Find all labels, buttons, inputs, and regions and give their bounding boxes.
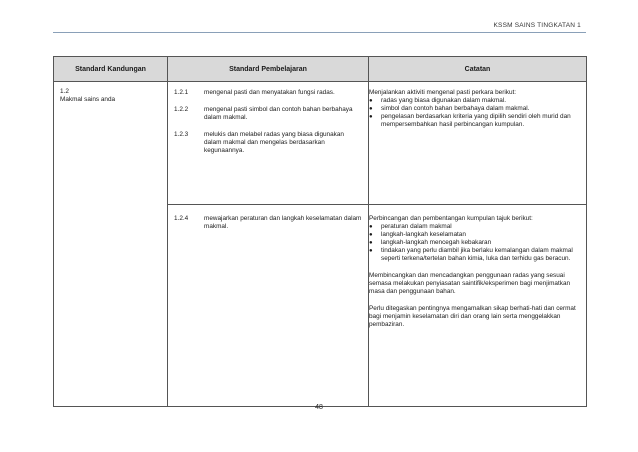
learning-standard-item bbox=[174, 89, 362, 97]
learning-standard-code: 1.2.3 bbox=[174, 131, 189, 138]
bullet-icon: ● bbox=[369, 114, 373, 120]
page-number: 48 bbox=[315, 404, 323, 411]
notes-bullet-text: radas yang biasa digunakan dalam makmal. bbox=[381, 97, 507, 104]
bullet-icon: ● bbox=[369, 232, 373, 238]
content-standard-code: 1.2 bbox=[60, 88, 69, 95]
learning-standard-text: mewajarkan peraturan dan langkah keselamatan dalam makmal. bbox=[204, 215, 362, 230]
notes-paragraph: Perlu ditegaskan pentingnya mengamalkan sikap berhati-hati dan cermat bagi menjamin keselamatan diri dan orang lain serta menggelakkan pembaziran. bbox=[369, 305, 576, 328]
curriculum-table bbox=[53, 56, 587, 407]
bullet-icon: ● bbox=[369, 106, 373, 112]
header-standard-kandungan: Standard Kandungan bbox=[54, 57, 168, 82]
notes-bullet-text: langkah-langkah keselamatan bbox=[381, 231, 466, 238]
learning-standard-text: mengenal pasti simbol dan contoh bahan berbahaya dalam makmal. bbox=[204, 106, 353, 121]
list-item bbox=[369, 97, 586, 105]
learning-standard-code: 1.2.2 bbox=[174, 106, 189, 113]
bullet-icon: ● bbox=[369, 224, 373, 230]
list-item bbox=[369, 239, 586, 247]
learning-standard-text: melukis dan melabel radas yang biasa digunakan dalam makmal dan mengelas berdasarkan kegunaannya. bbox=[204, 131, 344, 154]
bullet-icon: ● bbox=[369, 98, 373, 104]
list-item bbox=[369, 113, 586, 129]
header-standard-pembelajaran: Standard Pembelajaran bbox=[168, 57, 369, 82]
learning-standard-item bbox=[174, 106, 362, 122]
notes-paragraph: Membincangkan dan mencadangkan penggunaan radas yang sesuai semasa melakukan penyiasatan saintifik/eksperimen bagi menjimatkan masa dan penggunaan bahan. bbox=[369, 272, 571, 295]
notes-intro: Perbincangan dan pembentangan kumpulan tajuk berikut: bbox=[369, 215, 533, 222]
table-row bbox=[54, 82, 587, 205]
notes-bullet-text: peraturan dalam makmal bbox=[381, 223, 452, 230]
notes-cell-top bbox=[369, 82, 587, 205]
learning-standard-item bbox=[174, 131, 362, 155]
header-rule bbox=[53, 32, 586, 33]
list-item bbox=[369, 231, 586, 239]
learning-standard-code: 1.2.1 bbox=[174, 89, 189, 96]
notes-bullet-text: pengelasan berdasarkan kriteria yang dipilih sendiri oleh murid dan mempersembahkan hasil perbincangan kumpulan. bbox=[381, 113, 571, 128]
learning-standard-code: 1.2.4 bbox=[174, 215, 189, 222]
bullet-icon: ● bbox=[369, 248, 373, 254]
learning-standards-cell-bottom bbox=[168, 205, 369, 407]
notes-bullet-text: tindakan yang perlu diambil jika berlaku kemalangan dalam makmal seperti terkena/tertelan bahan kimia, luka dan terhidu gas beracun. bbox=[381, 247, 573, 262]
notes-intro: Menjalankan aktiviti mengenal pasti perkara berikut: bbox=[369, 89, 517, 96]
notes-cell-bottom bbox=[369, 205, 587, 407]
table-header-row bbox=[54, 57, 587, 82]
learning-standards-cell-top bbox=[168, 82, 369, 205]
list-item bbox=[369, 105, 586, 113]
notes-bullet-text: simbol dan contoh bahan berbahaya dalam makmal. bbox=[381, 105, 530, 112]
bullet-icon: ● bbox=[369, 240, 373, 246]
learning-standard-item bbox=[174, 215, 362, 231]
notes-bullet-text: langkah-langkah mencegah kebakaran bbox=[381, 239, 492, 246]
document-header: KSSM SAINS TINGKATAN 1 bbox=[493, 22, 581, 29]
content-standard-title: Makmal sains anda bbox=[60, 96, 116, 103]
list-item bbox=[369, 223, 586, 231]
header-catatan: Catatan bbox=[369, 57, 587, 82]
learning-standard-text: mengenal pasti dan menyatakan fungsi radas. bbox=[204, 89, 335, 96]
content-standard-cell bbox=[54, 82, 168, 407]
list-item bbox=[369, 247, 586, 263]
